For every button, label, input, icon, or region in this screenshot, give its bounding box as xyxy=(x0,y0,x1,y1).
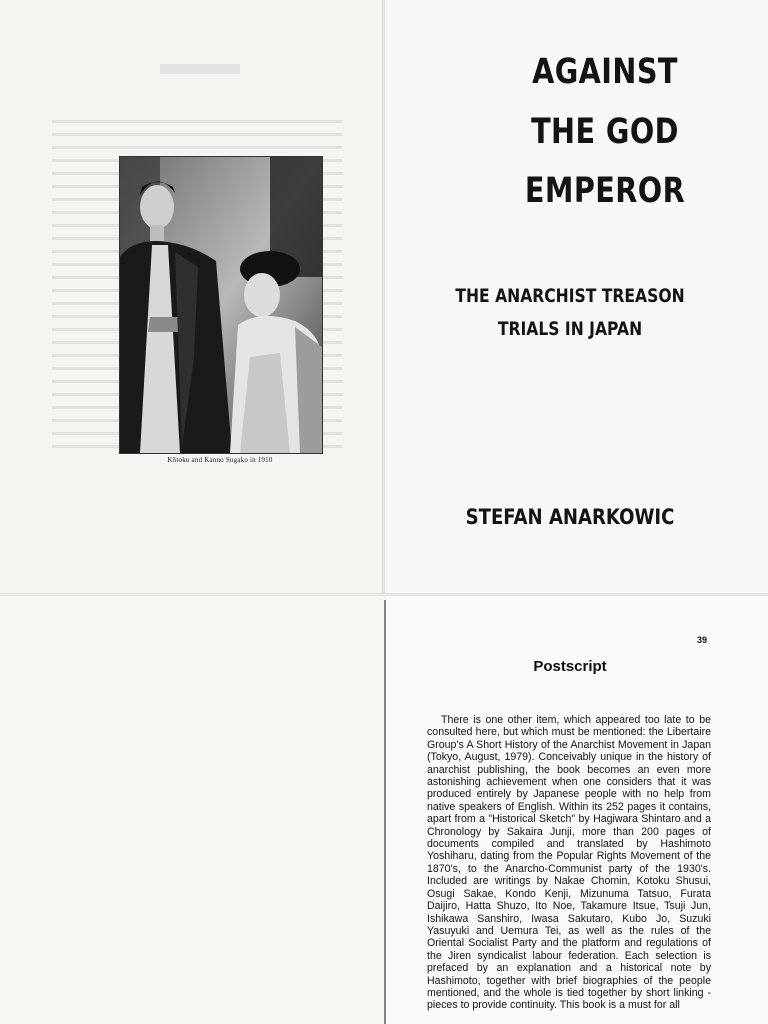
portrait-photo xyxy=(119,156,323,454)
vertical-fold xyxy=(382,0,385,594)
author-name: STEFAN ANARKOWIC xyxy=(465,505,675,529)
horizontal-fold xyxy=(0,593,768,596)
title-line-2: THE GOD xyxy=(531,112,679,152)
blank-page xyxy=(0,596,384,1024)
photo-caption: Kōtoku and Kanno Sugako in 1910 xyxy=(167,456,273,464)
title-line-3: EMPEROR xyxy=(524,171,686,211)
subtitle-line-2: TRIALS IN JAPAN xyxy=(497,318,643,340)
bleed-through-title xyxy=(160,64,240,74)
page-number: 39 xyxy=(697,635,708,645)
postscript-body: There is one other item, which appeared too late to be consulted here, but which must be mentioned: the Libertaire Group's A Short History of the Anarchist Movement in Japan (Tokyo, August, 1979). Conceivably unique in the history of anarchist publishing, the book becomes an even more astonishing achievement when one considers that it was produced entirely by Japanese people with no help from native speakers of English. Within its 252 pages it contains, apart from a "Historical Sketch" by Hagiwara Shintaro and a Chronology by Sakaira Junji, more than 200 pages of documents compiled and translated by Hashimoto Yoshiharu, dating from the Popular Rights Movement of the 1870's, to the Anarcho-Communist party of the 1930's. Included are writings by Nakae Chomin, Kotoku Shusui, Osugi Sakae, Kondo Kenji, Mizunuma Tatsuo, Furata Daijiro, Hatta Shuzo, Ito Noe, Takamure Itsue, Tsuji Jun, Ishikawa Sanshiro, Iwasa Sakutaro, Kubo Jo, Suzuki Yasuyuki and Uemura Tei, as well as the rules of the Oriental Socialist Party and the platform and regulations of the Jiren syndicalist labour federation. Each selection is prefaced by an explanation and a historical note by Hashimoto, together with brief biographies of the people mentioned, and the whole is tied together by short linking - pieces to provide continuity. This book is a must for all xyxy=(427,714,711,1012)
book-spine xyxy=(384,600,386,1024)
subtitle-line-1: THE ANARCHIST TREASON xyxy=(455,285,685,307)
title-line-1: AGAINST xyxy=(532,52,678,92)
postscript-title: Postscript xyxy=(533,658,607,675)
